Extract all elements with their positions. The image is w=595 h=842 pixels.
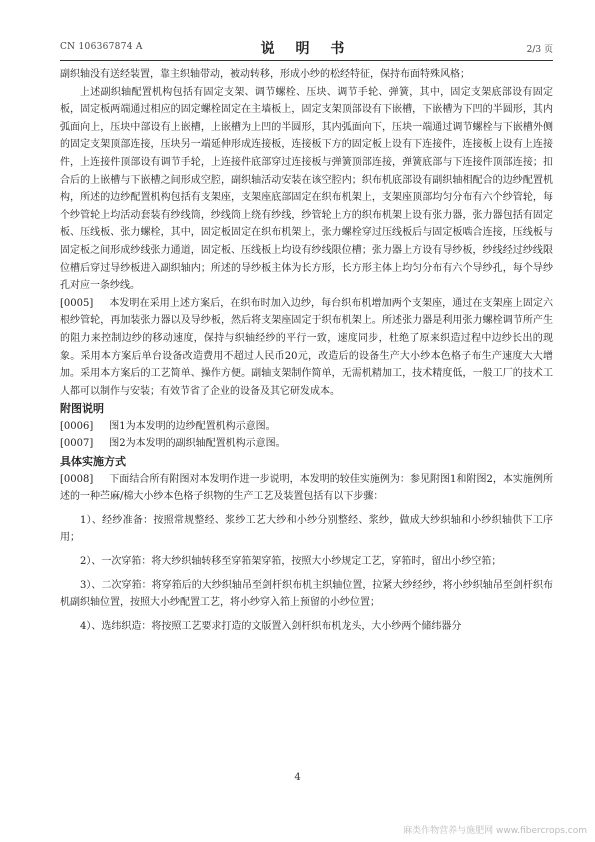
step-item: 3）、二次穿筘：将穿筘后的大纱织轴吊至剑杆织布机主织轴位置，拉紧大纱经纱，将小纱织轴吊至剑杆织布机副织轴位置，按照大小纱配置工艺，将小纱穿入筘上预留的小纱位置； [60, 579, 553, 609]
step-item: 4）、选纬织造：将按照工艺要求打造的文版置入剑杆织布机龙头，大小纱两个储纬器分 [80, 620, 462, 632]
section-heading-figures: 附图说明 [60, 402, 104, 416]
watermark: 麻类作物营养与施肥网 www.fibercrops.com [403, 826, 587, 836]
figure-item [60, 435, 553, 453]
page-number: 4 [294, 772, 301, 783]
paragraph-text: 下面结合所有附图对本发明作进一步说明，本发明的较佳实施例为：参见附图1和附图2，本实施例所述的一种苎麻/棉大小纱本色格子织物的生产工艺及装置包括有以下步骤： [60, 473, 553, 503]
paragraph-0008 [60, 471, 553, 506]
paragraph-number: [0006] [60, 420, 94, 432]
step-item: 2）、一次穿筘：将大纱织轴转移至穿筘架穿筘，按照大小纱规定工艺，穿筘时，留出小纱空筘； [80, 556, 502, 568]
paragraph-number: [0007] [60, 438, 94, 450]
figure-caption: 图1为本发明的边纱配置机构示意图。 [109, 420, 276, 432]
document-body [60, 66, 553, 635]
figure-list [60, 418, 553, 453]
figure-caption: 图2为本发明的副织轴配置机构示意图。 [109, 438, 286, 450]
section-heading-implementation: 具体实施方式 [60, 455, 126, 469]
paragraph-number: [0005] [60, 297, 94, 309]
page-header [60, 40, 553, 60]
document-title: 说 明 书 [260, 41, 353, 57]
paragraph-continued: 副织轴没有送经装置，靠主织轴带动，被动转移，形成小纱的松经特征，保持布面特殊风格； [60, 69, 470, 80]
paragraph-number: [0008] [60, 473, 94, 485]
step-item: 1）、经纱准备：按照常规整经、浆纱工艺大纱和小纱分别整经、浆纱，做成大纱织轴和小纱织轴供下工序用； [60, 514, 553, 544]
publication-number: CN 106367874 A [60, 42, 143, 52]
paragraph-0005 [60, 295, 553, 401]
paragraph-text: 本发明在采用上述方案后，在织布时加入边纱，每台织布机增加两个支架座，通过在支架座上固定六根纱管轮，再加装张力器以及导纱板，然后将支架座固定于织布机架上。所述张力器是利用张力螺栓调节所产生的阻力来控制边纱的移动速度，保持与织轴经纱的平行一致，速度同步，杜绝了原来织造过程中边纱长出的现象。采用本方案后单台设备改造费用不超过人民币20元，改造后的设备生产大小纱本色格子布生产速度大大增加。采用本方案后的工艺简单、操作方便。副轴支架制作简单，无需机精加工，技术精度低，一般工厂的技术工人都可以制作与安装；有效节省了企业的设备及其它研发成本。 [60, 297, 553, 397]
page-count: 2/3 页 [526, 45, 553, 55]
figure-item [60, 418, 553, 436]
paragraph-mechanism: 上述副织轴配置机构包括有固定支架、调节螺栓、压块、调节手轮、弹簧，其中，固定支架底部设有固定板，固定板两端通过相应的固定螺栓固定在主墙板上，固定支架顶部设有下嵌槽，下嵌槽为下凹的半圆形，其内弧面向上，压块中部设有上嵌槽，上嵌槽为上凹的半圆形，其内弧面向下，压块一端通过调节螺栓与下嵌槽外侧的固定支架顶部连接，压块另一端延伸形成连接板，连接板下方的固定板上设有下连接件，连接板上设有上连接件，上连接件顶部设有调节手轮，上连接件底部穿过连接板与弹簧顶部连接，弹簧底部与下连接件顶部连接；扣合后的上嵌槽与下嵌槽之间形成空腔，副织轴活动安装在该空腔内；织布机底部设有副织轴相配合的边纱配置机构，所述的边纱配置机构包括有支架座，支架座底部固定在织布机架上，支架座顶部均匀分布有六个纱管轮，每个纱管轮上均活动套装有纱线筒，纱线筒上绕有纱线，纱管轮上方的织布机架上设有张力器，张力器包括有固定板、压线板、张力螺栓，其中，固定板固定在织布机架上，张力螺栓穿过压线板后与固定板啮合连接，压线板与固定板之间形成纱线张力通道，固定板、压线板上均设有纱线限位槽；张力器上方设有导纱板，纱线经过纱线限位槽后穿过导纱板进入副织轴内；所述的导纱板主体为长方形，长方形主体上均匀分布有六个导纱孔，每个导纱孔对应一条纱线。 [60, 86, 553, 292]
header-rule [60, 60, 553, 61]
